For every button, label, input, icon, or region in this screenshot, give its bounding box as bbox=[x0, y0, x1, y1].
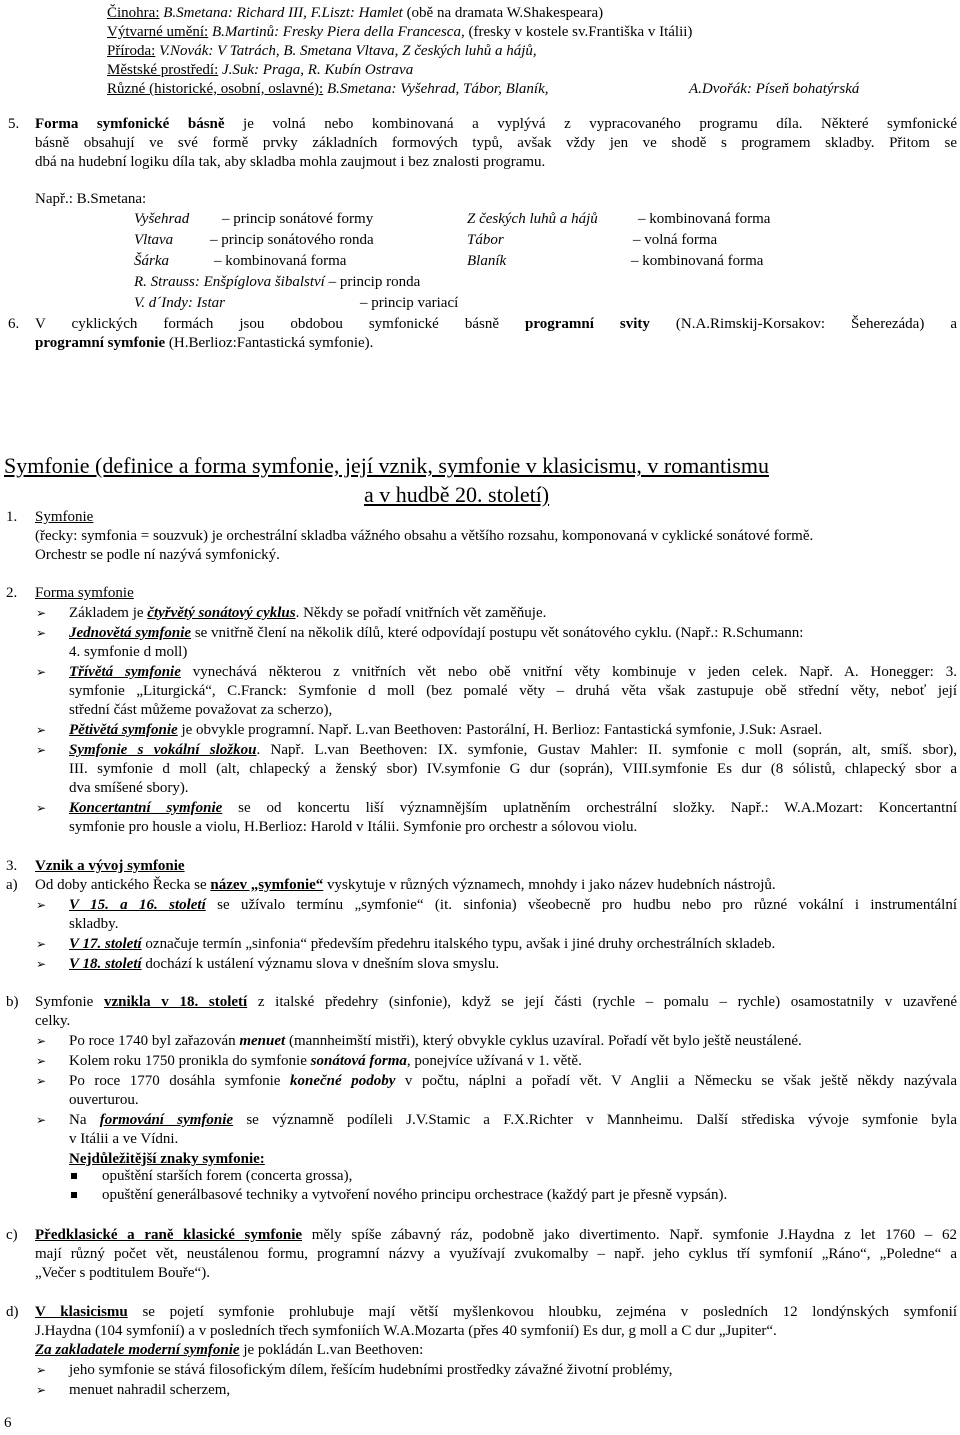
arrow-bullet-icon: ➢ bbox=[36, 606, 47, 620]
arrow-bullet-icon: ➢ bbox=[36, 898, 47, 912]
section-heading: Vznik a vývoj symfonie bbox=[35, 858, 185, 874]
item-number: 6. bbox=[8, 316, 20, 332]
feature-item: opuštění generálbasové techniky a vytvoření nového principu orchestrace (každý part je přesně vypsán). bbox=[102, 1187, 728, 1203]
work-title: Z českých luhů a hájů bbox=[467, 211, 598, 227]
work-row-strauss: R. Strauss: Enšpíglova šibalství – princip ronda bbox=[134, 274, 421, 290]
origin-bullet-cont: skladby. bbox=[69, 916, 119, 932]
form-bullet: Jednovětá symfonie se vnitřně člení na několik dílů, které odpovídají postupu vět sonátového cyklu. (Např.: R.Schumann: bbox=[69, 625, 804, 641]
arrow-bullet-icon: ➢ bbox=[36, 743, 47, 757]
form-bullet-cont: symfonie „Liturgická“, C.Franck: Symfonie d moll (bez pomalé věty – druhá věta však zastupuje obě střední věty, neboť její bbox=[69, 683, 957, 699]
genre-line-various-b: A.Dvořák: Píseň bohatýrská bbox=[689, 81, 860, 97]
classicism-bullet: menuet nahradil scherzem, bbox=[69, 1382, 231, 1398]
section-title: a v hudbě 20. století) bbox=[364, 482, 550, 507]
subsection-label: a) bbox=[6, 877, 18, 893]
arrow-bullet-icon: ➢ bbox=[36, 1363, 47, 1377]
arrow-bullet-icon: ➢ bbox=[36, 937, 47, 951]
origin-bullet: Na formování symfonie se významně podíleli J.V.Stamic a F.X.Richter v Mannheimu. Další střediska vývoje symfonie byla bbox=[69, 1112, 958, 1128]
work-title: V. d´Indy: Istar bbox=[134, 295, 225, 311]
page-number: 6 bbox=[4, 1415, 12, 1431]
arrow-bullet-icon: ➢ bbox=[36, 1034, 47, 1048]
origin-bullet: V 18. století dochází k ustálení významu slova v dnešním slova smyslu. bbox=[69, 956, 500, 972]
form-bullet: Koncertantní symfonie se od koncertu liší významnějším uplatněním orchestrální složky. Např.: W.A.Mozart: Koncertantní bbox=[69, 800, 957, 816]
arrow-bullet-icon: ➢ bbox=[36, 665, 47, 679]
form-bullet: Třívětá symfonie vynechává některou z vnitřních vět nebo obě vnitřní věty kombinuje v jeden celek. Např. A. Honegger: 3. bbox=[69, 664, 957, 680]
section-heading: Symfonie bbox=[35, 509, 94, 525]
origin-line: Od doby antického Řecka se název „symfonie“ vyskytuje v různých významech, mnohdy i jako název hudebních nástrojů. bbox=[35, 877, 776, 893]
cyclic-forms-line: V cyklických formách jsou obdobou symfonické básně programní svity (N.A.Rimskij-Korsakov: Šeherezáda) a bbox=[35, 316, 957, 332]
definition-line: (řecky: symfonia = souzvuk) je orchestrální skladba vážného obsahu a většího rozsahu, komponovaná v cyklické sonátové formě. bbox=[35, 528, 814, 544]
origin-bullet: V 15. a 16. století se užívalo termínu „symfonie“ (it. sinfonia) všeobecně pro hudbu nebo pro různé vokální i instrumentální bbox=[69, 897, 957, 913]
preclassical-line: Předklasické a raně klasické symfonie měly spíše zábavný ráz, podobně jako divertimento. Např. symfonie J.Haydna z let 1760 – 62 bbox=[35, 1227, 957, 1243]
arrow-bullet-icon: ➢ bbox=[36, 1074, 47, 1088]
origin-bullet-cont: ouverturou. bbox=[69, 1092, 139, 1108]
work-title: Tábor bbox=[467, 232, 504, 248]
square-bullet-icon bbox=[71, 1173, 77, 1179]
arrow-bullet-icon: ➢ bbox=[36, 723, 47, 737]
subsection-label: d) bbox=[6, 1304, 19, 1320]
work-title: Vyšehrad bbox=[134, 211, 190, 227]
classicism-line: V klasicismu se pojetí symfonie prohlubuje mají větší myšlenkovou hloubku, zejména v posledních 12 londýnských symfonií bbox=[35, 1304, 957, 1320]
square-bullet-icon bbox=[71, 1192, 77, 1198]
genre-line-city: Městské prostředí: J.Suk: Praga, R. Kubín Ostrava bbox=[107, 62, 414, 78]
definition-line: Orchestr se podle ní nazývá symfonický. bbox=[35, 547, 280, 563]
section-number: 3. bbox=[6, 858, 18, 874]
genre-line-nature: Příroda: V.Novák: V Tatrách, B. Smetana Vltava, Z českých luhů a hájů, bbox=[107, 43, 537, 59]
form-bullet-cont: střední část můžeme považovat za scherzo), bbox=[69, 702, 333, 718]
form-bullet: Symfonie s vokální složkou. Např. L.van Beethoven: IX. symfonie, Gustav Mahler: II. symfonie c moll (soprán, alt, smíš. sbor), bbox=[69, 742, 957, 758]
work-form: – kombinovaná forma bbox=[631, 253, 764, 269]
origin-bullet: Po roce 1740 byl zařazován menuet (mannheimští mistři), který obvykle cyklus uzavíral. Pořadí vět bylo ještě neustálené. bbox=[69, 1033, 802, 1049]
work-form: – kombinovaná forma bbox=[214, 253, 347, 269]
work-title: Šárka bbox=[134, 253, 169, 269]
classicism-line: J.Haydna (104 symfonií) a v posledních třech symfoniích W.A.Mozarta (přes 40 symfonií) Es dur, g moll a C dur „Jupiter“. bbox=[35, 1323, 777, 1339]
form-bullet: Pětivětá symfonie je obvykle programní. Např. L.van Beethoven: Pastorální, H. Berlioz: Fantastická symfonie, J.Suk: Asrael. bbox=[69, 722, 823, 738]
work-form: – princip sonátového ronda bbox=[210, 232, 374, 248]
form-paragraph-line: dbá na hudební logiku díla tak, aby skladba mohla zaujmout i bez znalosti programu. bbox=[35, 154, 546, 170]
work-form: – princip sonátové formy bbox=[222, 211, 374, 227]
origin-bullet: V 17. století označuje termín „sinfonia“ především předehru italského typu, avšak i jiné druhy orchestrálních skladeb. bbox=[69, 936, 776, 952]
preclassical-line: „Večer s podtitulem Bouře“). bbox=[35, 1265, 210, 1281]
origin-bullet: Po roce 1770 dosáhla symfonie konečné podoby v počtu, náplni a pořadí vět. V Anglii a Německu se však ještě někdy nazývala bbox=[69, 1073, 957, 1089]
arrow-bullet-icon: ➢ bbox=[36, 1113, 47, 1127]
form-paragraph-line: básně obsahují ve své formě prvky základních formových typů, avšak vždy jen ve shodě s programem skladby. Přitom se bbox=[35, 135, 957, 151]
item-number: 5. bbox=[8, 116, 20, 132]
form-bullet-cont: 4. symfonie d moll) bbox=[69, 644, 188, 660]
genre-line-various: Různé (historické, osobní, oslavné): B.Smetana: Vyšehrad, Tábor, Blaník, bbox=[107, 81, 549, 97]
genre-line-art: Výtvarné umění: B.Martinů: Fresky Piera della Francesca, (fresky v kostele sv.Františka v Itálii) bbox=[107, 24, 693, 40]
form-paragraph-line: Forma symfonické básně je volná nebo kombinovaná a vyplývá z vypracovaného programu díla. Některé symfonické bbox=[35, 116, 957, 132]
example-label: Např.: B.Smetana: bbox=[35, 191, 147, 207]
work-form: – kombinovaná forma bbox=[638, 211, 771, 227]
key-features-heading: Nejdůležitější znaky symfonie: bbox=[69, 1151, 265, 1167]
form-bullet-cont: dva smíšené sbory). bbox=[69, 780, 189, 796]
work-form: – princip variací bbox=[360, 295, 459, 311]
form-bullet-cont: symfonie pro housle a violu, H.Berlioz: Harold v Itálii. Symfonie pro orchestr a sólovou violu. bbox=[69, 819, 638, 835]
work-title: Vltava bbox=[134, 232, 174, 248]
origin-bullet-cont: v Itálii a ve Vídni. bbox=[69, 1131, 179, 1147]
origin-line: Symfonie vznikla v 18. století z italské předehry (sinfonie), když se její části (rychle – pomalu – rychle) osamostatnily v uzavřené bbox=[35, 994, 957, 1010]
arrow-bullet-icon: ➢ bbox=[36, 1054, 47, 1068]
subsection-label: b) bbox=[6, 994, 19, 1010]
arrow-bullet-icon: ➢ bbox=[36, 957, 47, 971]
feature-item: opuštění starších forem (concerta grossa), bbox=[102, 1168, 353, 1184]
subsection-label: c) bbox=[6, 1227, 18, 1243]
classicism-line: Za zakladatele moderní symfonie je pokládán L.van Beethoven: bbox=[35, 1342, 424, 1358]
section-heading: Forma symfonie bbox=[35, 585, 134, 601]
section-number: 2. bbox=[6, 585, 18, 601]
genre-line-drama: Činohra: B.Smetana: Richard III, F.Liszt: Hamlet (obě na dramata W.Shakespeara) bbox=[107, 5, 604, 21]
work-form: – volná forma bbox=[633, 232, 718, 248]
form-bullet-cont: III. symfonie d moll (alt, chlapecký a ženský sbor) IV.symfonie G dur (soprán), VIII.symfonie Es dur (8 sólistů, chlapecký sbor a bbox=[69, 761, 957, 777]
section-title: Symfonie (definice a forma symfonie, její vznik, symfonie v klasicismu, v romantismu bbox=[4, 453, 769, 478]
arrow-bullet-icon: ➢ bbox=[36, 1383, 47, 1397]
arrow-bullet-icon: ➢ bbox=[36, 626, 47, 640]
preclassical-line: mají různý počet vět, neustálenou formu, programní názvy a využívají zvukomalby – např. jeho cyklus tří symfonií „Ráno“, „Poledne“ a bbox=[35, 1246, 957, 1262]
arrow-bullet-icon: ➢ bbox=[36, 801, 47, 815]
origin-line-cont: celky. bbox=[35, 1013, 71, 1029]
classicism-bullet: jeho symfonie se stává filosofickým dílem, řešícím hudebními prostředky závažné životní problémy, bbox=[69, 1362, 673, 1378]
origin-bullet: Kolem roku 1750 pronikla do symfonie sonátová forma, ponejvíce užívaná v 1. větě. bbox=[69, 1053, 582, 1069]
work-title: Blaník bbox=[467, 253, 507, 269]
form-bullet: Základem je čtyřvětý sonátový cyklus. Někdy se pořadí vnitřních vět zaměňuje. bbox=[69, 605, 547, 621]
section-number: 1. bbox=[6, 509, 18, 525]
cyclic-forms-line: programní symfonie (H.Berlioz:Fantastická symfonie). bbox=[35, 335, 374, 351]
